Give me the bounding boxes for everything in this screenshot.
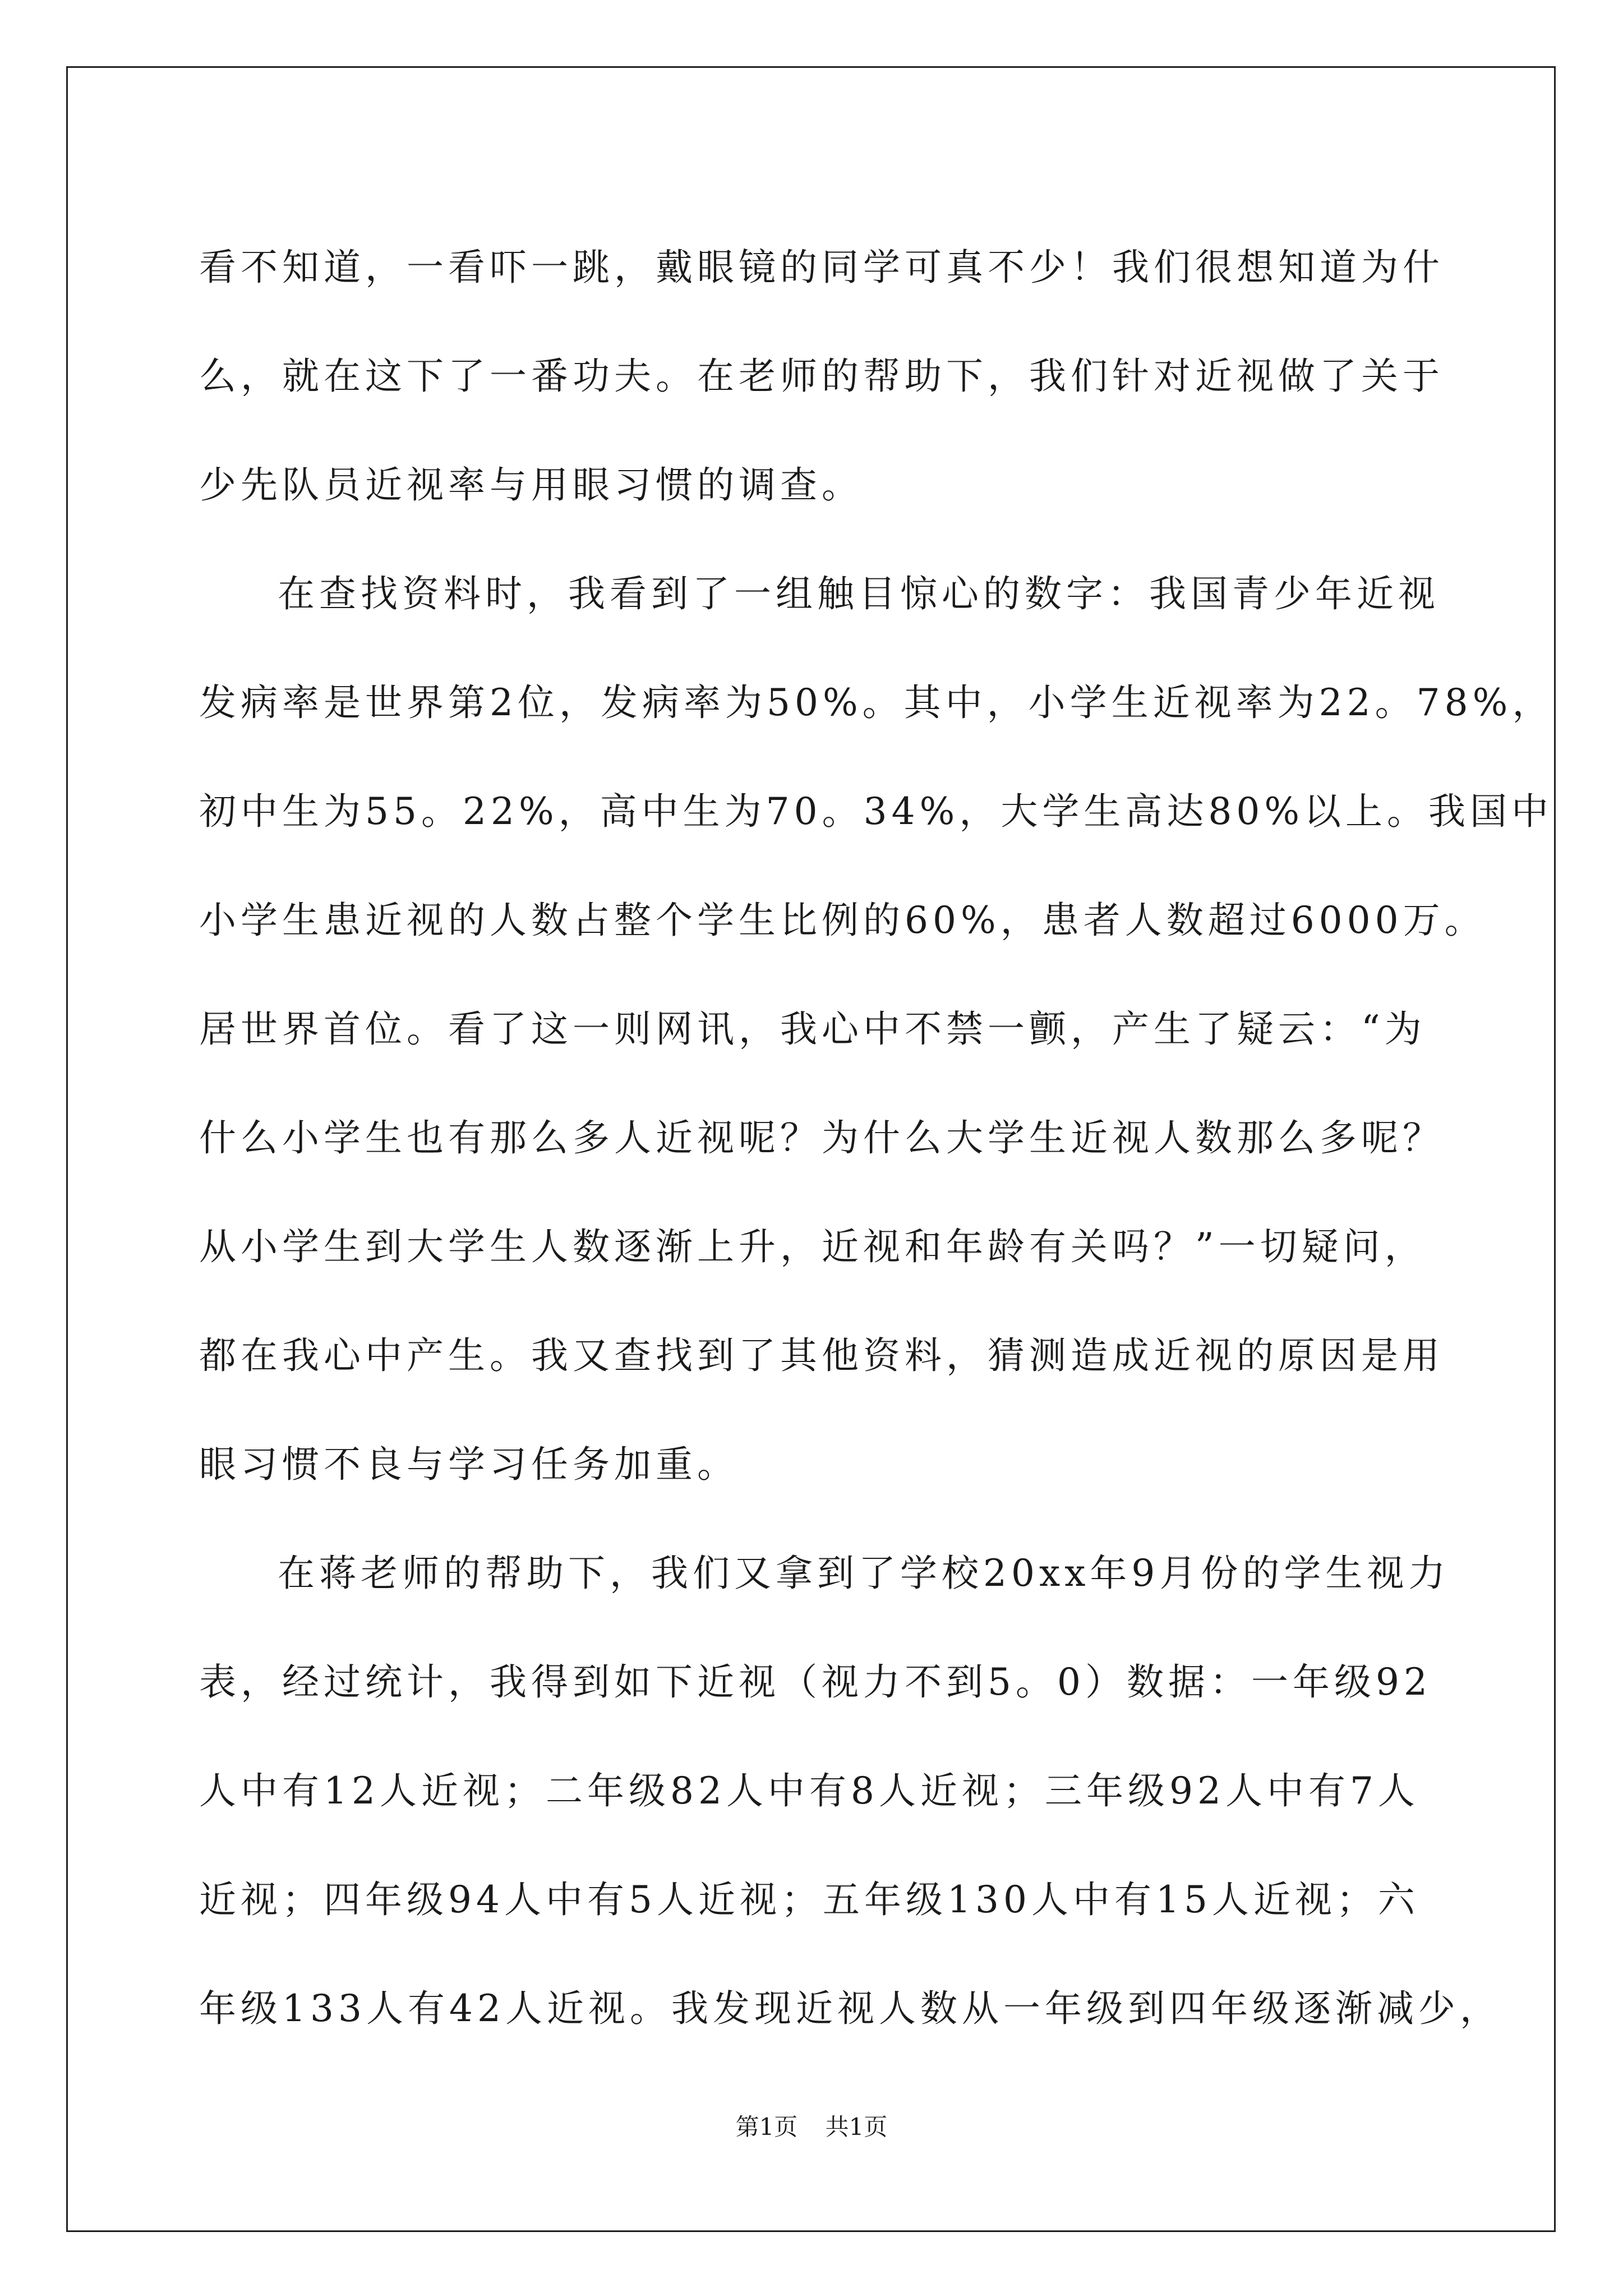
paragraph-start-line: 在蒋老师的帮助下，我们又拿到了学校20xx年9月份的学生视力: [278, 1552, 1450, 1595]
text-line: 看不知道，一看吓一跳，戴眼镜的同学可真不少！我们很想知道为什: [199, 246, 1444, 289]
text-line: 人中有12人近视；二年级82人中有8人近视；三年级92人中有7人: [199, 1769, 1419, 1812]
text-line: 少先队员近视率与用眼习惯的调查。: [199, 463, 863, 507]
text-line: 么，就在这下了一番功夫。在老师的帮助下，我们针对近视做了关于: [199, 355, 1444, 398]
text-line: 都在我心中产生。我又查找到了其他资料，猜测造成近视的原因是用: [199, 1334, 1444, 1377]
document-body: [199, 213, 1554, 2063]
text-line: 眼习惯不良与学习任务加重。: [199, 1443, 739, 1486]
text-line: 年级133人有42人近视。我发现近视人数从一年级到四年级逐渐减少，: [199, 1987, 1501, 2030]
text-line: 初中生为55。22%，高中生为70。34%，大学生高达80%以上。我国中: [199, 790, 1553, 833]
page-number: 第1页: [735, 2113, 798, 2141]
paragraph-start-line: 在查找资料时，我看到了一组触目惊心的数字：我国青少年近视: [278, 572, 1440, 615]
text-line: 发病率是世界第2位，发病率为50%。其中，小学生近视率为22。78%，: [199, 681, 1554, 724]
page-footer: [0, 2111, 1623, 2143]
text-line: 近视；四年级94人中有5人近视；五年级130人中有15人近视；六: [199, 1878, 1419, 1921]
text-line: 小学生患近视的人数占整个学生比例的60%，患者人数超过6000万。: [199, 899, 1486, 942]
text-line: 什么小学生也有那么多人近视呢？为什么大学生近视人数那么多呢？: [199, 1116, 1444, 1159]
text-line: 居世界首位。看了这一则网讯，我心中不禁一颤，产生了疑云：“为: [199, 1007, 1426, 1051]
text-line: 表，经过统计，我得到如下近视（视力不到5。0）数据：一年级92: [199, 1660, 1432, 1704]
text-line: 从小学生到大学生人数逐渐上升，近视和年龄有关吗？”一切疑问，: [199, 1225, 1426, 1268]
page-count: 共1页: [825, 2113, 888, 2141]
